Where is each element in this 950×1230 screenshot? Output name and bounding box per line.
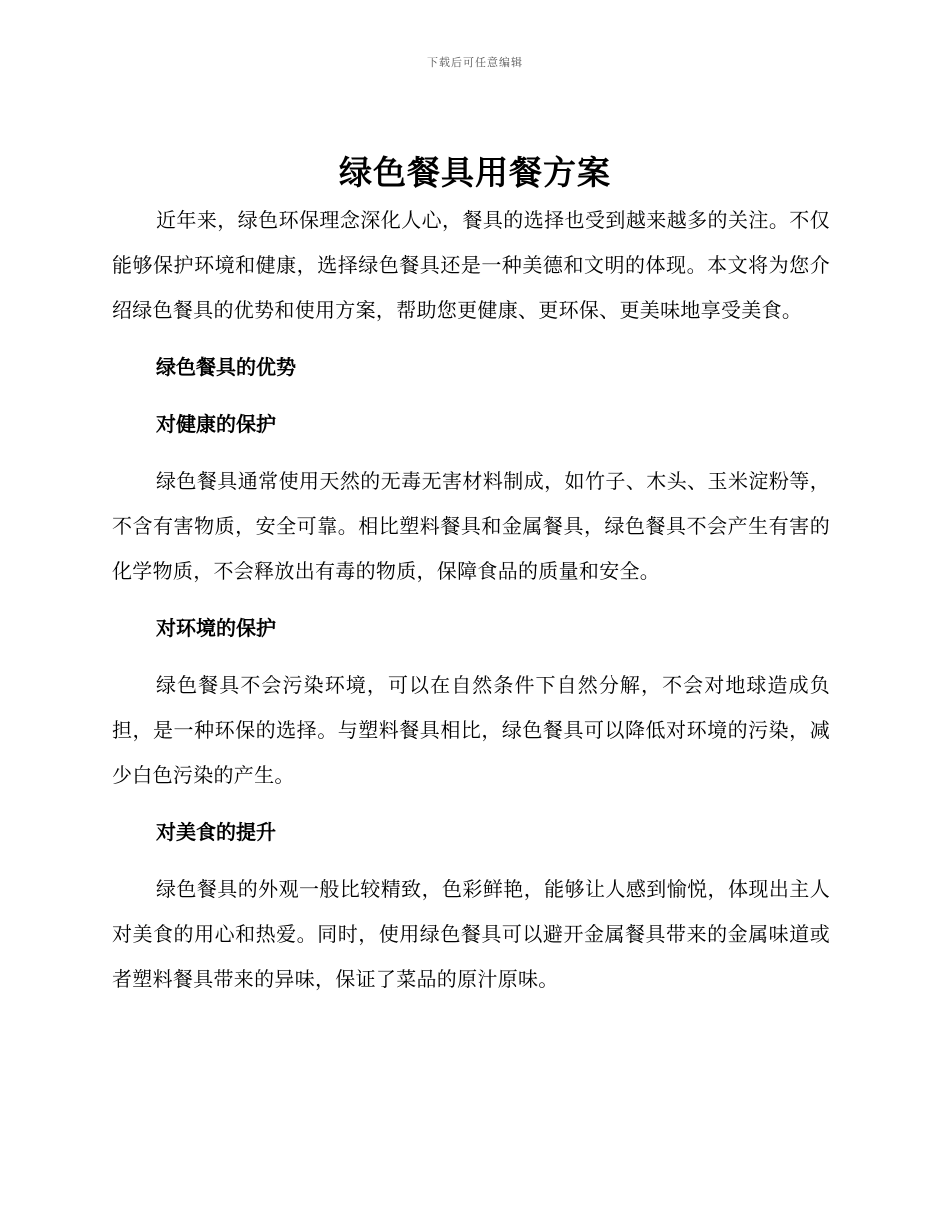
subsection-body-environment: 绿色餐具不会污染环境，可以在自然条件下自然分解，不会对地球造成负担，是一种环保的选择。与塑料餐具相比，绿色餐具可以降低对环境的污染，减少白色污染的产生。 <box>112 673 830 787</box>
section-heading: 绿色餐具的优势 <box>156 355 296 379</box>
subsection-body-health: 绿色餐具通常使用天然的无毒无害材料制成，如竹子、木头、玉米淀粉等，不含有害物质，安全可靠。相比塑料餐具和金属餐具，绿色餐具不会产生有害的化学物质，不会释放出有毒的物质，保障食品的质量和安全。 <box>112 469 830 583</box>
subsection-heading-food: 对美食的提升 <box>156 820 276 844</box>
subsection-body-food: 绿色餐具的外观一般比较精致，色彩鲜艳，能够让人感到愉悦，体现出主人对美食的用心和热爱。同时，使用绿色餐具可以避开金属餐具带来的金属味道或者塑料餐具带来的异味，保证了菜品的原汁原味。 <box>112 877 830 991</box>
subsection-heading-environment: 对环境的保护 <box>156 616 276 640</box>
intro-paragraph: 近年来，绿色环保理念深化人心，餐具的选择也受到越来越多的关注。不仅能够保护环境和健康，选择绿色餐具还是一种美德和文明的体现。本文将为您介绍绿色餐具的优势和使用方案，帮助您更健康、更环保、更美味地享受美食。 <box>112 208 830 322</box>
header-note: 下载后可任意编辑 <box>427 56 523 69</box>
document-body <box>112 198 830 1014</box>
subsection-heading-health: 对健康的保护 <box>156 412 276 436</box>
document-title: 绿色餐具用餐方案 <box>339 153 611 192</box>
